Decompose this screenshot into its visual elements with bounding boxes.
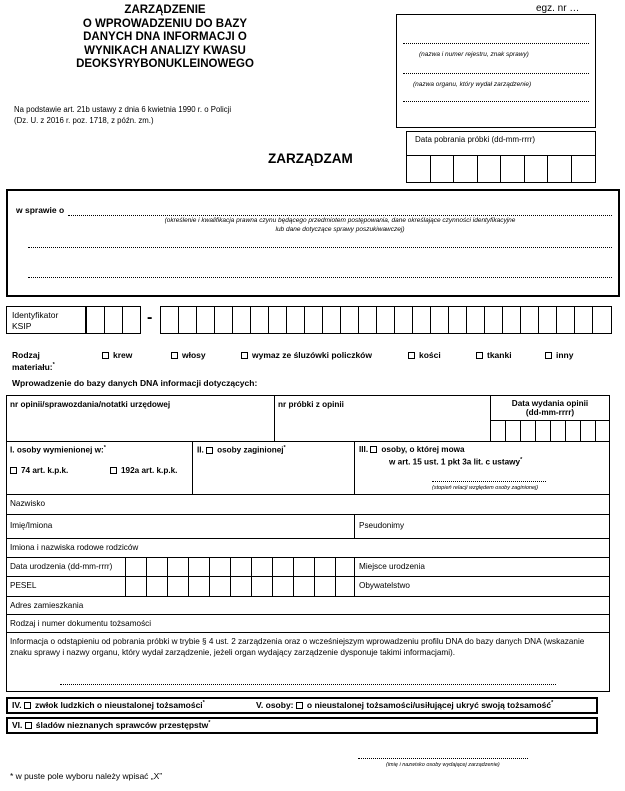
nicknames-label: Pseudonimy	[359, 521, 405, 530]
col-sample-no: nr próbki z opinii	[278, 400, 344, 409]
title-line: WYNIKACH ANALIZY KWASU	[84, 44, 246, 57]
checkbox[interactable]	[408, 352, 415, 359]
section-6-roman: VI.	[12, 720, 23, 730]
section-4-label: zwłok ludzkich o nieustalonej tożsamości	[35, 700, 203, 710]
material-option-hair[interactable]: włosy	[171, 350, 206, 360]
section-6[interactable]	[12, 720, 210, 730]
material-option-swab[interactable]: wymaz ze śluzówki policzków	[241, 350, 372, 360]
checkbox[interactable]	[25, 722, 32, 729]
title-line: DEOKSYRYBONUKLEINOWEGO	[76, 58, 254, 70]
checkbox[interactable]	[545, 352, 552, 359]
section-1-roman: I.	[10, 445, 15, 455]
col-opinion-date-1: Data wydania opinii	[511, 399, 589, 408]
ordering-heading: ZARZĄDZAM	[268, 151, 353, 166]
section-3-roman: III.	[359, 445, 369, 454]
section-5-label: o nieustalonej tożsamości/usiłującej ukryć swoją tożsamość	[306, 700, 552, 710]
section-3[interactable]	[359, 445, 522, 468]
surname-label: Nazwisko	[10, 499, 46, 508]
matter-label: w sprawie o	[16, 205, 65, 215]
authority-dotted-line[interactable]	[403, 101, 589, 102]
star: *	[520, 457, 523, 463]
material-label-1: Rodzaj	[12, 350, 40, 360]
material-option-blood[interactable]: krew	[102, 350, 132, 360]
citizenship-label: Obywatelstwo	[359, 581, 410, 590]
material-label-2: materiału:	[12, 361, 53, 372]
section-1	[10, 445, 106, 455]
birth-place-label: Miejsce urodzenia	[359, 562, 425, 571]
section-5-prefix: osoby:	[265, 700, 294, 710]
section-2[interactable]	[197, 445, 286, 455]
section-5-roman: V.	[256, 700, 264, 710]
checkbox[interactable]	[24, 702, 31, 709]
legal-basis-line-2: (Dz. U. z 2016 r. poz. 1718, z późn. zm.)	[14, 116, 154, 125]
star: *	[208, 720, 211, 727]
legal-basis-line-1: Na podstawie art. 21b ustawy z dnia 6 kwietnia 1990 r. o Policji	[14, 105, 232, 114]
register-dotted-line-2[interactable]	[403, 73, 589, 74]
checkbox[interactable]	[476, 352, 483, 359]
col-opinion-no: nr opinii/sprawozdania/notatki urzędowej	[10, 400, 171, 409]
star: *	[103, 445, 106, 451]
material-option-other[interactable]: inny	[545, 350, 573, 360]
col-opinion-date	[490, 399, 610, 417]
star: *	[551, 700, 554, 707]
checkbox[interactable]	[370, 446, 377, 453]
checkbox[interactable]	[171, 352, 178, 359]
matter-caption-1: (określenie i kwalifikacja prawna czynu będącego przedmiotem postępowania, dane określające czynności identyfikacyjne	[164, 217, 516, 224]
checkbox[interactable]	[241, 352, 248, 359]
matter-dotted-line-2[interactable]	[28, 247, 612, 248]
section-5[interactable]	[256, 700, 553, 710]
ksip-label-1: Identyfikator	[12, 310, 59, 320]
info-text: Informacja o odstąpieniu od pobrania próbki w trybie § 4 ust. 2 zarządzenia oraz o wcześniejszym wprowadzeniu profilu DNA do bazy danych DNA (wskazanie znaku sprawy i nazwy organu, który wydał zarządzenie, jeżeli organ wydający zarządzenie dysponuje takimi informacjami).	[10, 637, 585, 657]
parents-label: Imiona i nazwiska rodowe rodziców	[10, 543, 139, 552]
address-label: Adres zamieszkania	[10, 601, 84, 610]
signature-caption: (imię i nazwisko osoby wydającej zarządzenie)	[386, 762, 500, 768]
title-line: DANYCH DNA INFORMACJI O	[83, 31, 247, 43]
matter-box	[6, 189, 620, 297]
pesel-label: PESEL	[10, 581, 37, 590]
section-3-relation-line[interactable]	[432, 481, 546, 482]
ksip-label-box	[6, 306, 86, 334]
birth-date-label: Data urodzenia (dd-mm-rrrr)	[10, 562, 113, 571]
section-2-label: osoby zaginionej	[217, 445, 284, 455]
material-option-tissue[interactable]: tkanki	[476, 350, 512, 360]
sample-date-box	[406, 131, 596, 183]
signature-line[interactable]	[358, 758, 528, 759]
first-names-label: Imię/Imiona	[10, 521, 53, 530]
matter-caption-2: lub dane dotyczące sprawy poszukiwawczej)	[275, 226, 405, 233]
section-3-caption: (stopień relacji względem osoby zaginionej)	[432, 485, 539, 491]
intro-heading: Wprowadzenie do bazy danych DNA informacji dotyczących:	[12, 378, 258, 388]
section-1-label: osoby wymienionej w:	[16, 445, 104, 455]
footnote: * w puste pole wyboru należy wpisać „X”	[10, 771, 163, 781]
matter-dotted-line-1[interactable]	[68, 215, 612, 216]
document-title	[40, 4, 290, 72]
section-1-opt-192a[interactable]: 192a art. k.p.k.	[110, 466, 177, 475]
star: *	[283, 445, 286, 451]
info-dotted-line[interactable]	[60, 684, 556, 685]
ksip-separator: -	[147, 309, 153, 326]
col-opinion-date-2: (dd-mm-rrrr)	[525, 408, 575, 417]
section-2-roman: II.	[197, 445, 204, 455]
star: *	[202, 700, 205, 707]
copy-number: egz. nr …	[536, 3, 580, 14]
section-6-label: śladów nieznanych sprawców przestępstw	[35, 720, 209, 730]
checkbox[interactable]	[10, 467, 17, 474]
authority-caption: (nazwa organu, który wydał zarządzenie)	[413, 81, 532, 88]
checkbox[interactable]	[206, 447, 213, 454]
section-3-label-2: w art. 15 ust. 1 pkt 3a lit. c ustawy	[389, 457, 521, 467]
checkbox[interactable]	[296, 702, 303, 709]
material-star: *	[52, 362, 55, 368]
document-label: Rodzaj i numer dokumentu tożsamości	[10, 619, 152, 628]
material-label	[12, 350, 55, 372]
section-4-roman: IV.	[12, 700, 22, 710]
section-3-label-1: osoby, o której mowa	[381, 445, 465, 454]
checkbox[interactable]	[110, 467, 117, 474]
sample-date-label: Data pobrania próbki (dd-mm-rrrr)	[415, 135, 536, 144]
register-box	[396, 14, 596, 128]
section-1-opt-74[interactable]: 74 art. k.p.k.	[10, 466, 68, 475]
legal-basis	[14, 104, 231, 126]
ksip-label-2: KSIP	[12, 321, 32, 331]
register-caption: (nazwa i numer rejestru, znak sprawy)	[419, 51, 529, 58]
title-line: ZARZĄDZENIE	[124, 4, 206, 16]
register-dotted-line[interactable]	[403, 43, 589, 44]
matter-dotted-line-3[interactable]	[28, 277, 612, 278]
material-option-bones[interactable]: kości	[408, 350, 441, 360]
title-line: O WPROWADZENIU DO BAZY	[82, 17, 248, 30]
checkbox[interactable]	[102, 352, 109, 359]
section-4[interactable]	[12, 700, 205, 710]
